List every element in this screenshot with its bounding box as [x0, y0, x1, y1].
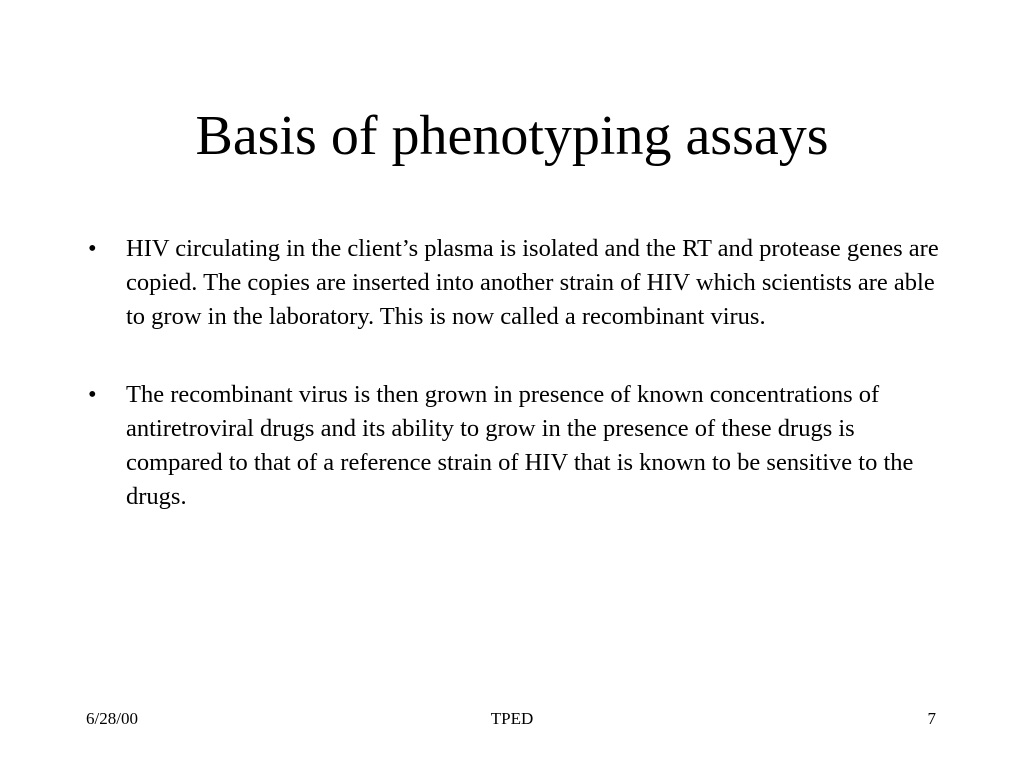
bullet-icon: •	[88, 235, 97, 262]
slide-title: Basis of phenotyping assays	[195, 105, 829, 167]
footer-date: 6/28/00	[86, 709, 138, 728]
footer-center-text: TPED	[490, 709, 534, 728]
bullet-item	[88, 232, 948, 334]
bullet-text: The recombinant virus is then grown in presence of known concentrations of antiretroviral drugs and its ability to grow in the presence of these drugs is compared to that of a reference strain of HIV that is known to be sensitive to the drugs.	[126, 381, 914, 510]
bullet-icon: •	[88, 381, 97, 408]
bullet-text: HIV circulating in the client’s plasma is isolated and the RT and protease genes are copied. The copies are inserted into another strain of HIV which scientists are able to grow in the laboratory. This is now called a recombinant virus.	[126, 235, 939, 330]
footer-page-number: 7	[927, 709, 936, 728]
bullet-list	[88, 232, 948, 558]
bullet-item	[88, 378, 948, 514]
